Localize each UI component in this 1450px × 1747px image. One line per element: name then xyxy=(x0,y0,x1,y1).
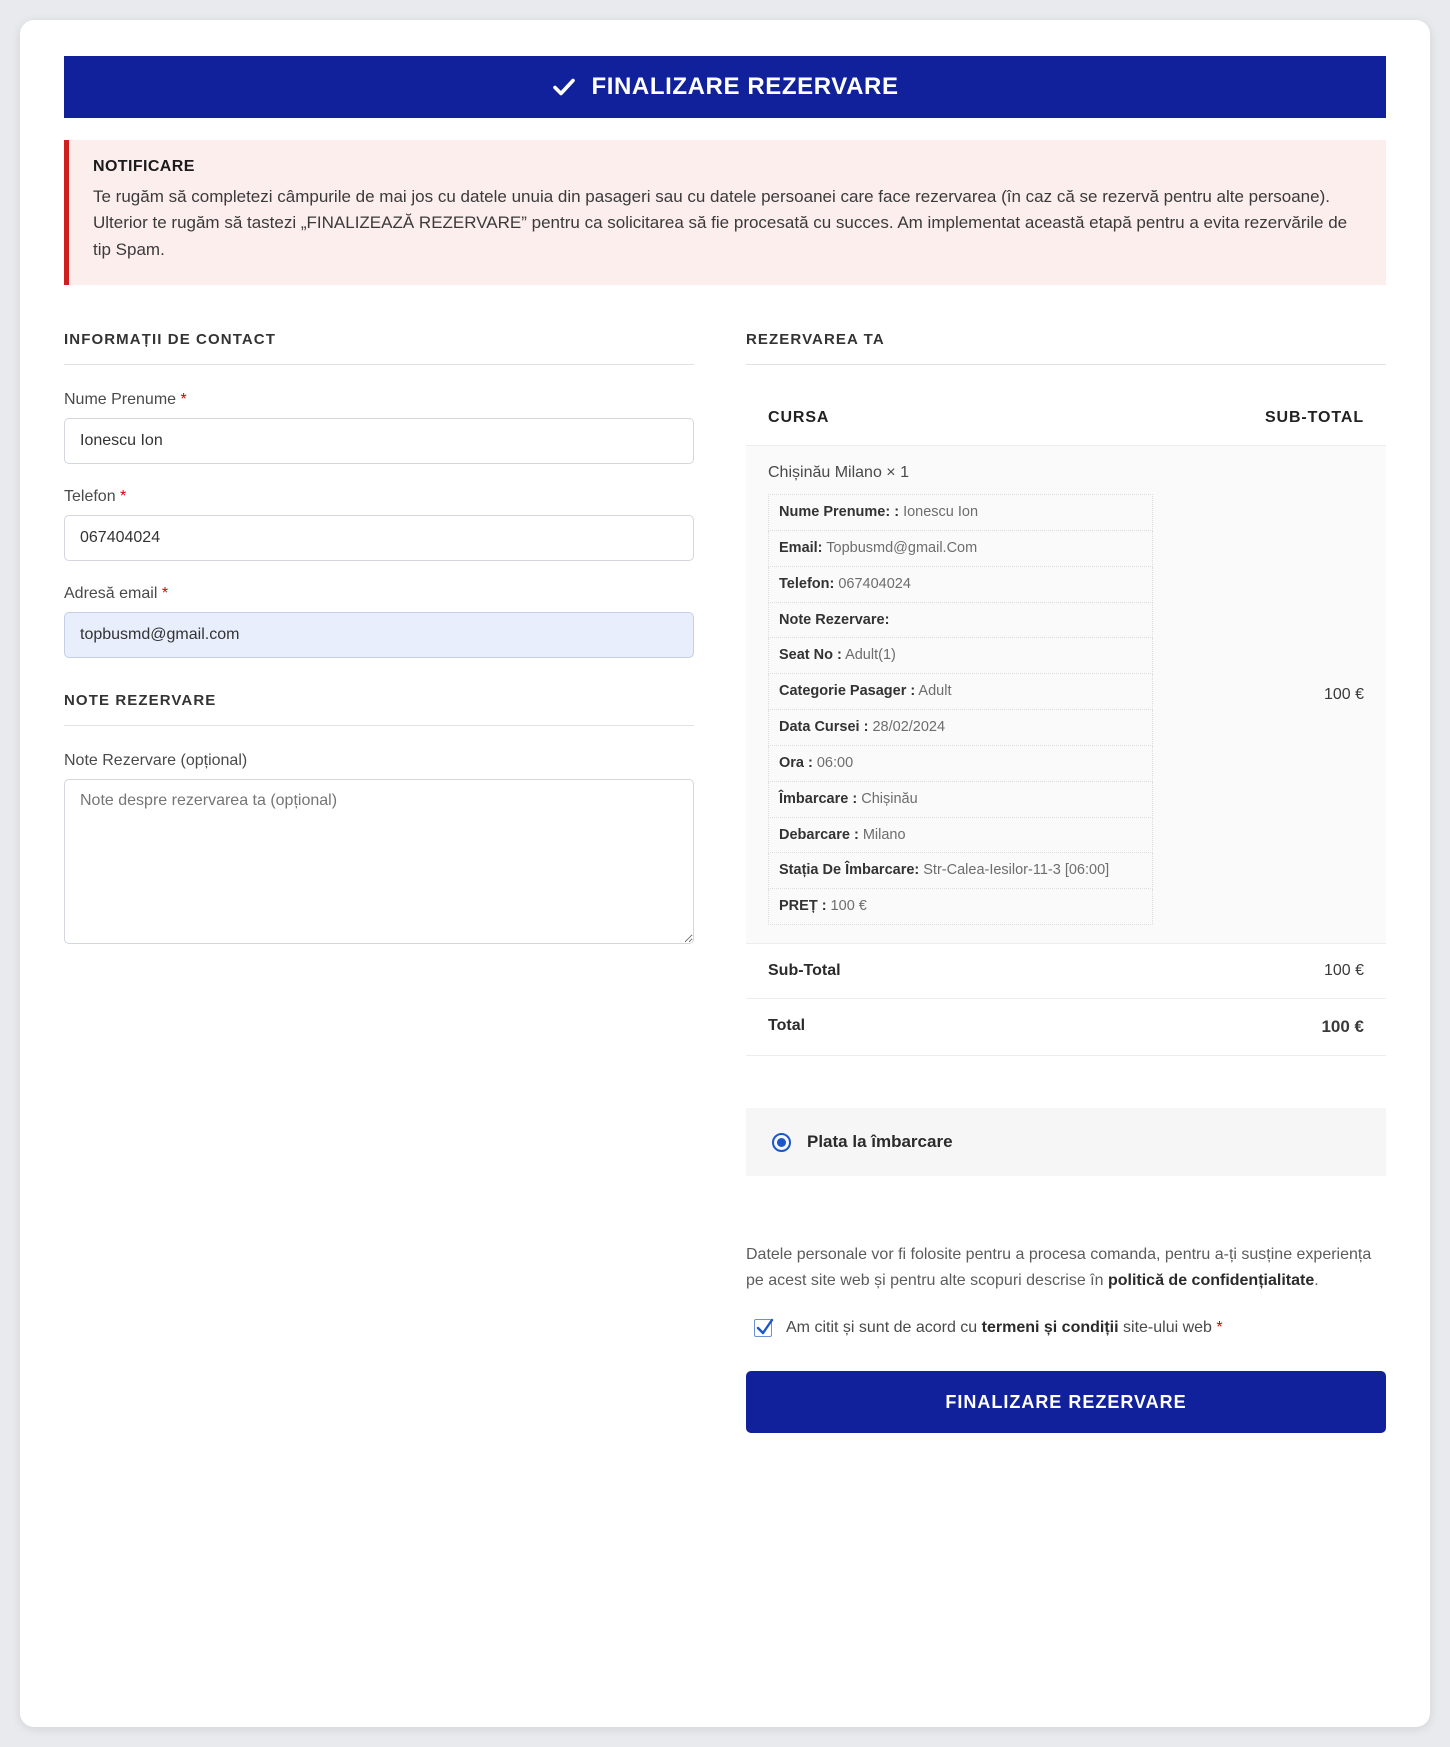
order-detail-cell xyxy=(769,530,1153,566)
required-asterisk: * xyxy=(1216,1319,1223,1337)
place-order-button[interactable]: FINALIZARE REZERVARE xyxy=(746,1371,1386,1433)
phone-label: Telefon * xyxy=(64,488,127,506)
total-row xyxy=(746,999,1386,1056)
order-detail-value: Ionescu Ion xyxy=(899,504,979,521)
contact-section-title: INFORMAȚII DE CONTACT xyxy=(64,331,694,365)
order-detail-value: Milano xyxy=(858,826,906,843)
order-detail-label: Data Cursei : xyxy=(779,719,869,736)
order-detail-cell xyxy=(769,566,1153,602)
privacy-text xyxy=(746,1242,1386,1293)
order-detail-value: 100 € xyxy=(826,898,867,915)
order-detail-row xyxy=(769,602,1153,638)
subtotal-label: Sub-Total xyxy=(768,962,841,980)
order-detail-row xyxy=(769,817,1153,853)
order-item xyxy=(768,464,1244,925)
total-label: Total xyxy=(768,1017,806,1035)
order-detail-label: Stația De Îmbarcare: xyxy=(779,862,920,879)
terms-text xyxy=(786,1319,1223,1337)
notes-textarea[interactable] xyxy=(64,779,694,944)
total-value: 100 € xyxy=(1321,1017,1364,1037)
email-label: Adresă email * xyxy=(64,585,169,603)
order-detail-row xyxy=(769,530,1153,566)
page-title: FINALIZARE REZERVARE xyxy=(591,73,899,100)
order-detail-label: Categorie Pasager : xyxy=(779,683,916,700)
terms-link[interactable]: termeni și condiții xyxy=(981,1319,1119,1337)
terms-text-after: site-ului web xyxy=(1118,1319,1217,1337)
required-asterisk: * xyxy=(161,585,169,603)
notes-field-group xyxy=(64,752,694,949)
order-detail-row xyxy=(769,495,1153,531)
checkout-page xyxy=(20,20,1430,1727)
required-asterisk: * xyxy=(180,391,187,409)
order-detail-label: PREȚ : xyxy=(779,898,827,915)
order-detail-cell xyxy=(769,674,1153,710)
order-detail-cell xyxy=(769,745,1153,781)
payment-method-option[interactable] xyxy=(746,1108,1386,1176)
name-field-group xyxy=(64,391,694,464)
order-section-title: REZERVAREA TA xyxy=(746,331,1386,365)
privacy-text-after: . xyxy=(1314,1271,1319,1289)
order-detail-value: 28/02/2024 xyxy=(868,719,946,736)
check-icon xyxy=(551,74,577,100)
privacy-text-before: Datele personale vor fi folosite pentru a procesa comanda, pentru a-ți susține experiența pe acest site web și pentru alte scopuri descrise în xyxy=(746,1246,1372,1289)
col-header-subtotal: SUB-TOTAL xyxy=(1264,409,1364,427)
order-table-header xyxy=(746,391,1386,445)
radio-selected-icon[interactable] xyxy=(772,1133,791,1152)
phone-input[interactable] xyxy=(64,515,694,561)
order-detail-label: Debarcare : xyxy=(779,826,859,843)
order-detail-value: Topbusmd@gmail.Com xyxy=(822,539,978,556)
page-banner xyxy=(64,56,1386,118)
subtotal-value: 100 € xyxy=(1323,962,1364,980)
order-detail-cell xyxy=(769,602,1153,638)
order-detail-label: Email: xyxy=(779,539,823,556)
order-column xyxy=(746,331,1386,1433)
phone-field-group xyxy=(64,488,694,561)
terms-text-before: Am citit și sunt de acord cu xyxy=(786,1319,982,1337)
notification-box xyxy=(64,140,1386,285)
order-detail-row xyxy=(769,638,1153,674)
order-detail-row xyxy=(769,745,1153,781)
order-detail-cell xyxy=(769,710,1153,746)
order-detail-label: Ora : xyxy=(779,754,813,771)
order-detail-row xyxy=(769,566,1153,602)
order-item-details xyxy=(768,494,1153,925)
order-detail-row xyxy=(769,853,1153,889)
order-detail-value: Adult(1) xyxy=(841,647,896,664)
order-detail-row xyxy=(769,781,1153,817)
payment-method-label: Plata la îmbarcare xyxy=(807,1132,953,1152)
col-header-product: CURSA xyxy=(768,409,830,427)
order-detail-label: Telefon: xyxy=(779,575,835,592)
terms-row xyxy=(746,1319,1386,1337)
required-asterisk: * xyxy=(120,488,127,506)
order-detail-value: Adult xyxy=(915,683,952,700)
order-detail-value: 067404024 xyxy=(834,575,911,592)
order-detail-cell xyxy=(769,817,1153,853)
subtotal-row xyxy=(746,944,1386,999)
order-detail-cell xyxy=(769,495,1153,531)
terms-checkbox[interactable] xyxy=(754,1319,772,1337)
order-detail-cell xyxy=(769,853,1153,889)
order-detail-row xyxy=(769,889,1153,925)
order-detail-label: Seat No : xyxy=(779,647,842,664)
notification-text: Te rugăm să completezi câmpurile de mai jos cu datele unuia din pasageri sau cu datele persoanei care face rezervarea (în caz că se rezervă pentru alte persoane). Ulterior te rugăm să tastezi „FINALIZEAZĂ REZERVARE” pentru ca solicitarea să fie procesată cu succes. Am implementat această etapă pentru a evita rezervările de tip Spam. xyxy=(93,187,1348,259)
email-input[interactable] xyxy=(64,612,694,658)
order-detail-row xyxy=(769,710,1153,746)
privacy-policy-link[interactable]: politică de confidențialitate xyxy=(1107,1271,1315,1289)
order-detail-value: Str-Calea-Iesilor-11-3 [06:00] xyxy=(919,862,1110,879)
order-detail-value: 06:00 xyxy=(812,754,854,771)
order-detail-cell xyxy=(769,638,1153,674)
order-detail-row xyxy=(769,674,1153,710)
order-item-price: 100 € xyxy=(1323,685,1364,703)
notes-section-title: NOTE REZERVARE xyxy=(64,692,694,726)
email-field-group xyxy=(64,585,694,658)
order-detail-cell xyxy=(769,781,1153,817)
order-item-name: Chișinău Milano × 1 xyxy=(768,464,909,482)
contact-column xyxy=(64,331,694,1433)
notes-label: Note Rezervare (opțional) xyxy=(64,752,248,770)
notification-heading: NOTIFICARE xyxy=(93,158,195,175)
name-input[interactable] xyxy=(64,418,694,464)
order-detail-label: Îmbarcare : xyxy=(779,790,858,807)
order-detail-cell xyxy=(769,889,1153,925)
order-row xyxy=(746,445,1386,944)
order-detail-value: Chișinău xyxy=(857,790,918,807)
order-detail-label: Note Rezervare: xyxy=(779,611,890,628)
order-detail-label: Nume Prenume: : xyxy=(779,504,900,521)
name-label: Nume Prenume * xyxy=(64,391,187,409)
